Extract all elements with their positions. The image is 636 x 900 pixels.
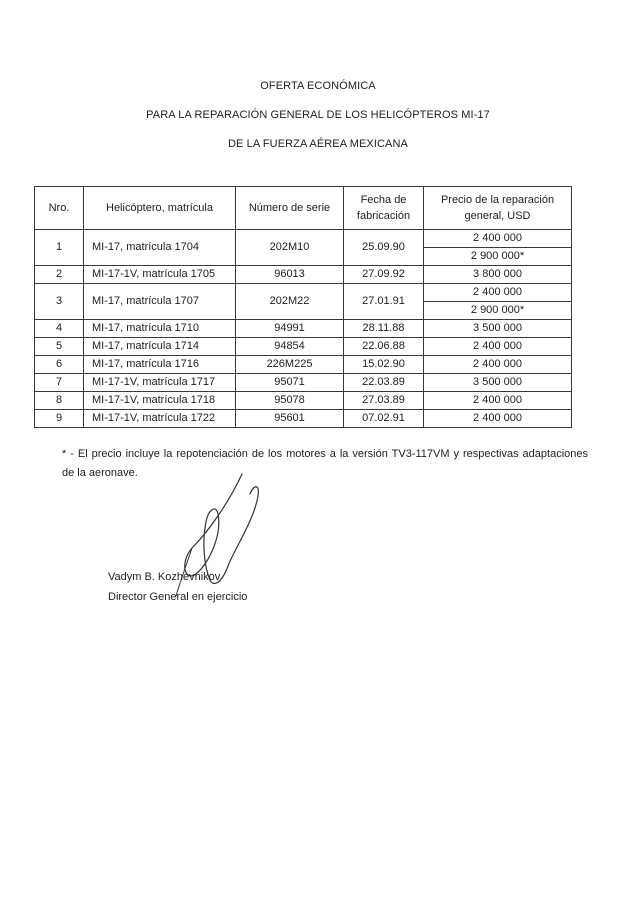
table-row <box>35 356 572 374</box>
cell-nro: 9 <box>35 410 84 428</box>
cell-price: 2 400 000 <box>424 356 572 374</box>
cell-price: 2 400 000 <box>424 230 572 248</box>
header-serial: Número de serie <box>236 187 344 230</box>
cell-price: 2 400 000 <box>424 392 572 410</box>
cell-nro: 2 <box>35 266 84 284</box>
table-row <box>35 320 572 338</box>
cell-date: 22.06.88 <box>344 338 424 356</box>
cell-helicopter: MI-17-1V, matrícula 1722 <box>84 410 236 428</box>
document-subtitle: PARA LA REPARACIÓN GENERAL DE LOS HELICÓPTEROS MI-17 <box>146 109 490 121</box>
cell-date: 28.11.88 <box>344 320 424 338</box>
cell-serial: 95601 <box>236 410 344 428</box>
footnote: * - El precio incluye la repotenciación de los motores a la versión TV3-117VM y respectivas adaptaciones de la aeronave. <box>62 448 588 479</box>
cell-helicopter: MI-17-1V, matrícula 1717 <box>84 374 236 392</box>
header-date-line2: fabricación <box>356 210 411 222</box>
cell-helicopter: MI-17, matrícula 1714 <box>84 338 236 356</box>
signer-title: Director General en ejercicio <box>108 591 248 603</box>
cell-serial: 95071 <box>236 374 344 392</box>
cell-serial: 202M22 <box>236 284 344 320</box>
cell-date: 27.09.92 <box>344 266 424 284</box>
offer-table <box>34 186 572 428</box>
document-subtitle-2: DE LA FUERZA AÉREA MEXICANA <box>228 138 408 150</box>
header-date-line1: Fecha de <box>360 194 407 206</box>
cell-date: 27.01.91 <box>344 284 424 320</box>
cell-helicopter: MI-17, matrícula 1704 <box>84 230 236 266</box>
table-row <box>35 338 572 356</box>
cell-helicopter: MI-17, matrícula 1716 <box>84 356 236 374</box>
cell-date: 07.02.91 <box>344 410 424 428</box>
table-row <box>35 284 572 302</box>
cell-date: 15.02.90 <box>344 356 424 374</box>
document-title: OFERTA ECONÓMICA <box>260 80 376 92</box>
header-date <box>344 187 424 230</box>
cell-price: 3 500 000 <box>424 320 572 338</box>
cell-serial: 95078 <box>236 392 344 410</box>
signer-name: Vadym B. Kozhevnikov <box>108 571 221 583</box>
header-price-line1: Precio de la reparación <box>440 194 555 206</box>
cell-price: 2 400 000 <box>424 338 572 356</box>
header-price-line2: general, USD <box>464 210 531 222</box>
cell-price-alt: 2 900 000* <box>424 248 572 266</box>
cell-nro: 6 <box>35 356 84 374</box>
table-row <box>35 374 572 392</box>
table-row <box>35 410 572 428</box>
cell-helicopter: MI-17-1V, matrícula 1718 <box>84 392 236 410</box>
cell-price: 3 800 000 <box>424 266 572 284</box>
cell-serial: 96013 <box>236 266 344 284</box>
cell-price: 2 400 000 <box>424 284 572 302</box>
cell-nro: 1 <box>35 230 84 266</box>
cell-helicopter: MI-17-1V, matrícula 1705 <box>84 266 236 284</box>
header-price <box>424 187 572 230</box>
header-helicopter: Helicóptero, matrícula <box>84 187 236 230</box>
table-row <box>35 392 572 410</box>
cell-nro: 3 <box>35 284 84 320</box>
cell-nro: 7 <box>35 374 84 392</box>
cell-date: 27.03.89 <box>344 392 424 410</box>
cell-serial: 94854 <box>236 338 344 356</box>
cell-price: 3 500 000 <box>424 374 572 392</box>
cell-helicopter: MI-17, matrícula 1707 <box>84 284 236 320</box>
cell-serial: 94991 <box>236 320 344 338</box>
table-row <box>35 266 572 284</box>
cell-nro: 5 <box>35 338 84 356</box>
cell-nro: 8 <box>35 392 84 410</box>
header-nro: Nro. <box>35 187 84 230</box>
cell-nro: 4 <box>35 320 84 338</box>
cell-date: 25.09.90 <box>344 230 424 266</box>
cell-helicopter: MI-17, matrícula 1710 <box>84 320 236 338</box>
table-row <box>35 230 572 248</box>
cell-serial: 202M10 <box>236 230 344 266</box>
cell-serial: 226M225 <box>236 356 344 374</box>
table-header-row <box>35 187 572 230</box>
cell-date: 22.03.89 <box>344 374 424 392</box>
cell-price-alt: 2 900 000* <box>424 302 572 320</box>
cell-price: 2 400 000 <box>424 410 572 428</box>
